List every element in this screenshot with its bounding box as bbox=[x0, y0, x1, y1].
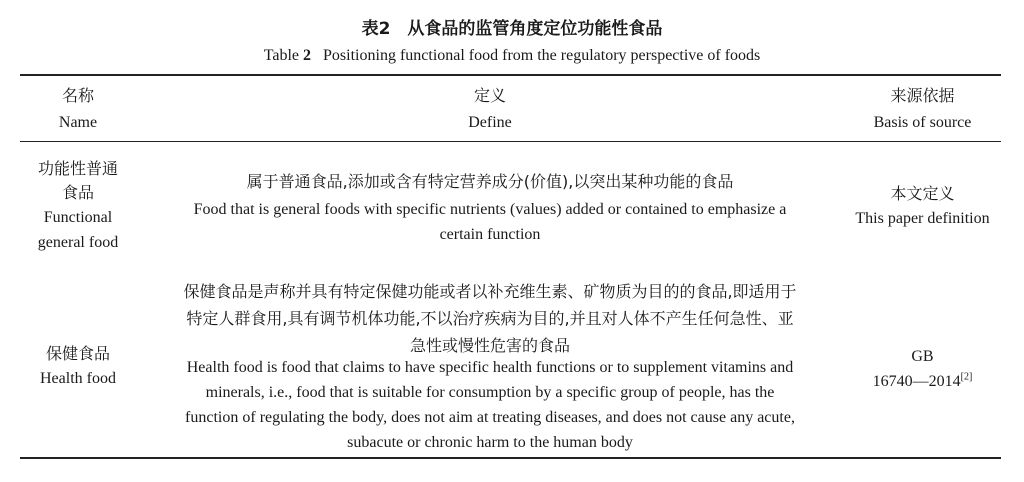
caption-prefix: Table bbox=[263, 47, 300, 64]
row2-define-en-line2: minerals, i.e., food that is suitable for consumption by a specific group of people, has the bbox=[205, 384, 775, 401]
row2-define-cn-line2: 特定人群食用,具有调节机体功能,不以治疗疾病为目的,并且对人体不产生任何急性、亚 bbox=[186, 309, 794, 328]
table-header-rule bbox=[20, 141, 1001, 142]
row1-name-cn-line2: 食品 bbox=[61, 183, 94, 202]
row2-basis-standard: 16740—2014 bbox=[872, 373, 961, 390]
table-caption-cn: 表2 从食品的监管角度定位功能性食品 bbox=[361, 19, 663, 39]
row1-basis-cn: 本文定义 bbox=[890, 184, 955, 203]
row1-basis bbox=[844, 182, 1001, 231]
row2-define-cn-line1: 保健食品是声称并具有特定保健功能或者以补充维生素、矿物质为目的的食品,即适用于 bbox=[183, 282, 797, 301]
table-top-rule bbox=[20, 74, 1001, 76]
row1-define-en-line1: Food that is general foods with specific nutrients (values) added or contained to emphasize a bbox=[193, 201, 787, 218]
header-define-cn: 定义 bbox=[473, 86, 506, 105]
row1-name-en-line1: Functional bbox=[43, 209, 113, 226]
row2-define-cn bbox=[140, 278, 840, 359]
header-basis-en: Basis of source bbox=[873, 114, 972, 131]
row2-define-cn-line3: 急性或慢性危害的食品 bbox=[409, 336, 570, 355]
row2-define-en-line3: function of regulating the body, does not aim at treating diseases, and does not cause any acute, bbox=[185, 409, 795, 426]
row1-define-en-line2: certain function bbox=[439, 226, 541, 243]
row1-name bbox=[20, 157, 136, 255]
row2-basis bbox=[844, 344, 1001, 394]
caption-number: 2 bbox=[303, 47, 312, 64]
row1-define-en bbox=[140, 197, 840, 247]
header-basis-cn: 来源依据 bbox=[890, 86, 955, 105]
row2-basis-line2 bbox=[844, 369, 1001, 394]
table-caption-en bbox=[0, 47, 1024, 65]
header-name-en: Name bbox=[58, 114, 98, 131]
row2-define-en bbox=[140, 355, 840, 455]
row2-name bbox=[20, 342, 136, 391]
row2-name-cn: 保健食品 bbox=[45, 344, 110, 363]
row1-basis-en: This paper definition bbox=[855, 210, 990, 227]
header-define-en: Define bbox=[468, 114, 512, 131]
row2-define-en-line4: subacute or chronic harm to the human body bbox=[347, 434, 633, 451]
row1-name-cn-line1: 功能性普通 bbox=[37, 159, 118, 178]
row2-basis-reference: [2] bbox=[960, 371, 973, 383]
row2-define-en-line1: Health food is food that claims to have specific health functions or to supplement vitamins and bbox=[186, 359, 794, 376]
caption-text: Positioning functional food from the regulatory perspective of foods bbox=[323, 47, 761, 64]
table-bottom-rule bbox=[20, 457, 1001, 459]
row1-name-en-line2: general food bbox=[37, 234, 119, 251]
header-name-cn: 名称 bbox=[61, 86, 94, 105]
row1-define-cn: 属于普通食品,添加或含有特定营养成分(价值),以突出某种功能的食品 bbox=[246, 172, 734, 191]
row2-basis-line1: GB bbox=[911, 348, 934, 365]
row2-name-en: Health food bbox=[40, 370, 116, 387]
